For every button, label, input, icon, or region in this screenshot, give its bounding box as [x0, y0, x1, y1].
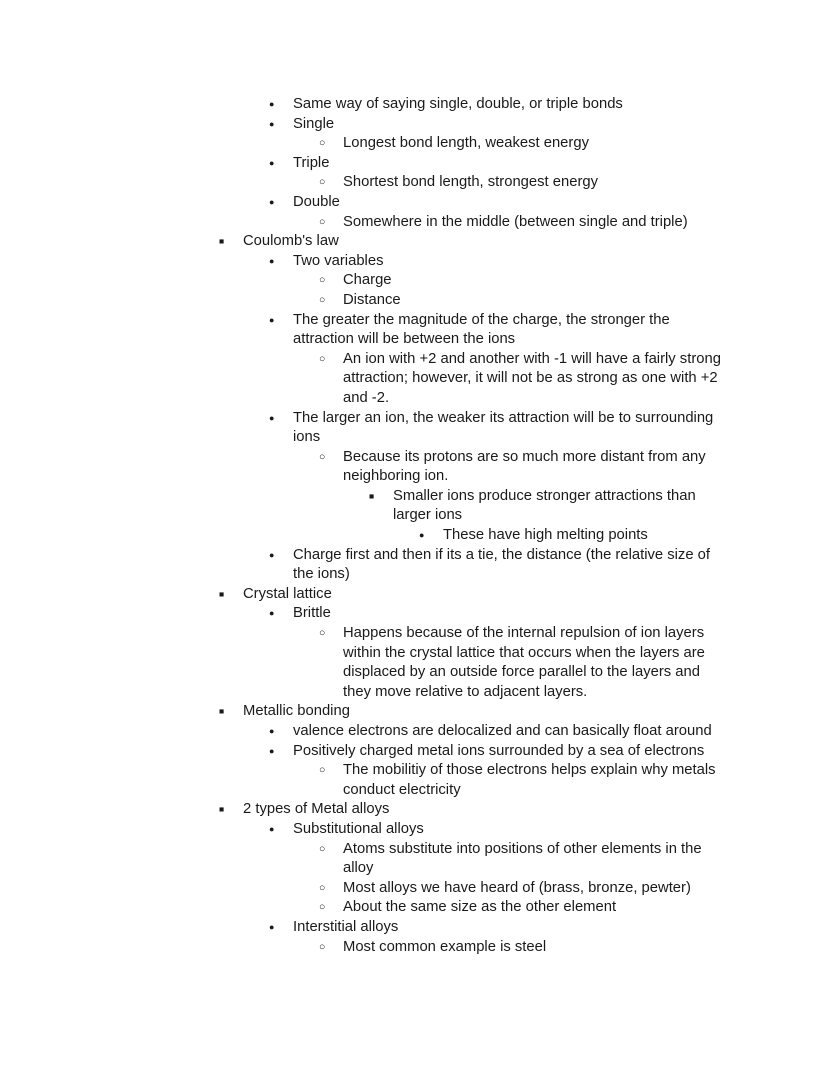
list-item — [0, 271, 728, 291]
list-item — [0, 702, 728, 722]
list-item-text: Coulomb's law — [243, 233, 339, 250]
list-item-text: Same way of saying single, double, or triple bonds — [293, 96, 623, 112]
disc-bullet-icon: ● — [269, 157, 275, 168]
list-item-text: Double — [293, 193, 340, 210]
disc-bullet-icon: ● — [269, 314, 275, 325]
list-item-text: Most alloys we have heard of (brass, bronze, pewter) — [343, 879, 691, 896]
disc-bullet-icon: ● — [269, 118, 275, 129]
list-item — [0, 95, 728, 115]
list-item — [0, 820, 728, 840]
circle-bullet-icon: ○ — [319, 881, 326, 894]
circle-bullet-icon: ○ — [319, 450, 326, 463]
list-item-text: The mobilitiy of those electrons helps explain why metals conduct electricity — [343, 762, 716, 798]
list-item-text: Happens because of the internal repulsion of ion layers within the crystal lattice that occurs when the layers are displaced by an outside force parallel to the layers and they move relative to adjacent layers. — [343, 625, 705, 700]
list-item-text: Smaller ions produce stronger attractions than larger ions — [393, 487, 696, 524]
list-item-text: The greater the magnitude of the charge, the stronger the attraction will be between the ions — [293, 311, 670, 348]
circle-bullet-icon: ○ — [319, 215, 326, 228]
circle-bullet-icon: ○ — [319, 137, 326, 150]
list-item — [0, 722, 728, 742]
list-item-text: Substitutional alloys — [293, 820, 424, 837]
list-item — [0, 311, 728, 350]
list-item — [0, 252, 728, 272]
list-item-text: Interstitial alloys — [293, 918, 399, 935]
list-item — [0, 624, 728, 702]
list-item — [0, 448, 728, 487]
list-item-text: Two variables — [293, 252, 384, 269]
list-item — [0, 918, 728, 938]
circle-bullet-icon: ○ — [319, 274, 326, 287]
list-item-text: Shortest bond length, strongest energy — [343, 174, 599, 191]
circle-bullet-icon: ○ — [319, 352, 326, 365]
list-item-text: Metallic bonding — [243, 703, 350, 720]
circle-bullet-icon: ○ — [319, 940, 326, 953]
list-item — [0, 742, 728, 762]
list-item-text: Distance — [343, 291, 401, 308]
list-item — [0, 213, 728, 233]
list-item-text: These have high melting points — [443, 527, 648, 544]
list-item-text: 2 types of Metal alloys — [243, 801, 390, 818]
list-item — [0, 350, 728, 409]
list-item — [0, 487, 728, 526]
square-bullet-icon: ■ — [219, 804, 225, 815]
list-item — [0, 898, 728, 918]
disc-bullet-icon: ● — [269, 255, 275, 266]
list-item-text: Positively charged metal ions surrounded by a sea of electrons — [293, 742, 705, 759]
square-bullet-icon: ■ — [369, 490, 375, 501]
circle-bullet-icon: ○ — [319, 627, 326, 640]
disc-bullet-icon: ● — [269, 823, 275, 834]
list-item-text: Charge — [343, 272, 392, 289]
square-bullet-icon: ■ — [219, 236, 225, 247]
list-item — [0, 879, 728, 899]
circle-bullet-icon: ○ — [319, 901, 326, 914]
list-item-text: Brittle — [293, 605, 331, 622]
notes-list — [0, 95, 728, 957]
disc-bullet-icon: ● — [269, 196, 275, 207]
circle-bullet-icon: ○ — [319, 293, 326, 306]
list-item-text: Single — [293, 115, 335, 132]
disc-bullet-icon: ● — [269, 412, 275, 423]
list-item — [0, 526, 728, 546]
list-item — [0, 232, 728, 252]
list-item — [0, 173, 728, 193]
list-item — [0, 409, 728, 448]
list-item-text: Because its protons are so much more distant from any neighboring ion. — [343, 448, 706, 485]
list-item — [0, 840, 728, 879]
disc-bullet-icon: ● — [269, 99, 275, 109]
list-item — [0, 291, 728, 311]
list-item-text: About the same size as the other element — [343, 899, 617, 916]
list-item-text: Most common example is steel — [343, 938, 547, 955]
list-item — [0, 938, 728, 958]
circle-bullet-icon: ○ — [319, 842, 326, 855]
list-item-text: Atoms substitute into positions of other elements in the alloy — [343, 840, 702, 877]
list-item — [0, 800, 728, 820]
disc-bullet-icon: ● — [269, 608, 275, 619]
list-item — [0, 585, 728, 605]
disc-bullet-icon: ● — [269, 726, 275, 736]
list-item-text: Longest bond length, weakest energy — [343, 135, 589, 152]
list-item — [0, 134, 728, 154]
list-item-text: Crystal lattice — [243, 585, 332, 602]
disc-bullet-icon: ● — [269, 549, 275, 560]
list-item — [0, 115, 728, 135]
disc-bullet-icon: ● — [419, 530, 425, 541]
list-item — [0, 761, 728, 800]
disc-bullet-icon: ● — [269, 745, 275, 756]
disc-bullet-icon: ● — [269, 921, 275, 932]
list-item-text: An ion with +2 and another with -1 will have a fairly strong attraction; however, it will not be as strong as one with +2 and -2. — [343, 350, 721, 406]
list-item-text: Charge first and then if its a tie, the distance (the relative size of the ions) — [293, 546, 710, 583]
square-bullet-icon: ■ — [219, 588, 225, 599]
square-bullet-icon: ■ — [219, 706, 225, 717]
circle-bullet-icon: ○ — [319, 176, 326, 189]
list-item-text: valence electrons are delocalized and can basically float around — [293, 723, 712, 739]
list-item — [0, 546, 728, 585]
list-item — [0, 193, 728, 213]
list-item-text: Triple — [293, 154, 330, 171]
list-item — [0, 154, 728, 174]
list-item-text: The larger an ion, the weaker its attraction will be to surrounding ions — [293, 409, 714, 446]
list-item-text: Somewhere in the middle (between single and triple) — [343, 213, 688, 230]
list-item — [0, 604, 728, 624]
circle-bullet-icon: ○ — [319, 764, 326, 777]
